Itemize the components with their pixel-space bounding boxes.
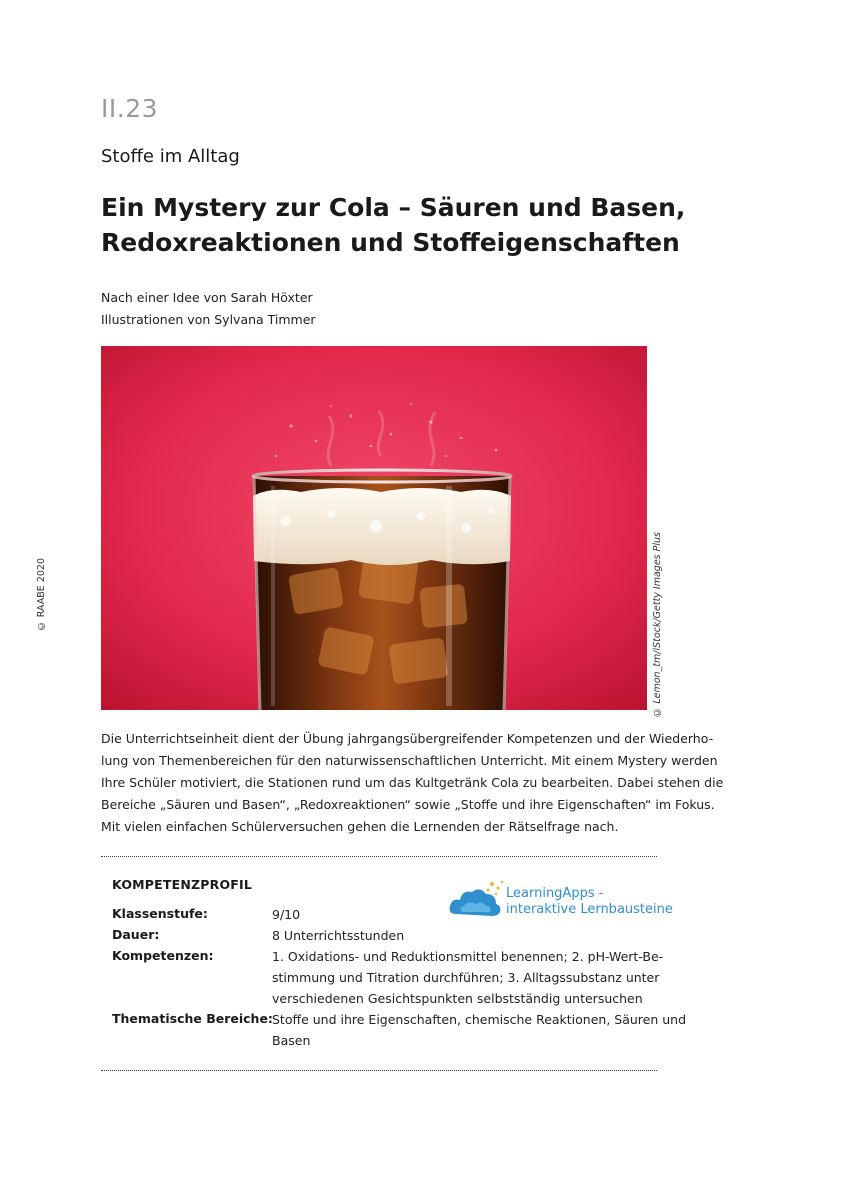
value-line: Stoffe und ihre Eigenschaften, chemische Reaktionen, Säuren und [272,1012,687,1027]
cola-glass-illustration [101,346,647,710]
page-title [101,190,701,260]
value-line: stimmung und Titration durchführen; 3. Alltagssubstanz unter [272,970,660,985]
profile-heading: KOMPETENZPROFIL [112,877,253,892]
idea-credit: Nach einer Idee von Sarah Höxter [101,290,313,305]
cloud-icon [448,878,508,922]
value-line: 9/10 [272,907,301,922]
label-dauer: Dauer: [112,927,160,942]
value-line: 8 Unterrichtsstunden [272,928,405,943]
photo-credit: © Lemon_tm/iStock/Getty Images Plus [652,532,663,718]
section-code: II.23 [101,94,159,123]
intro-line: Die Unterrichtseinheit dient der Übung jahrgangsübergreifender Kompetenzen und der Wiederho- [101,731,714,746]
value-line: Basen [272,1033,311,1048]
value-thematische-bereiche [272,1009,686,1051]
intro-line: Mit vielen einfachen Schülerversuchen gehen die Lernenden der Rätselfrage nach. [101,819,619,834]
intro-line: Ihre Schüler motiviert, die Stationen rund um das Kultgetränk Cola zu bearbeiten. Dabei stehen die [101,775,724,790]
side-copyright: © RAABE 2020 [36,558,47,632]
label-kompetenzen: Kompetenzen: [112,948,214,963]
value-kompetenzen [272,946,663,1009]
value-line: 1. Oxidations- und Reduktionsmittel benennen; 2. pH-Wert-Be- [272,949,664,964]
divider-top [101,856,657,857]
section-subtitle: Stoffe im Alltag [101,146,240,167]
label-thematische-bereiche: Thematische Bereiche: [112,1011,273,1026]
value-dauer [272,925,404,946]
intro-line: lung von Themenbereichen für den naturwissenschaftlichen Unterricht. Mit einem Mystery werden [101,753,718,768]
value-line: verschiedenen Gesichtspunkten selbstständig untersuchen [272,991,643,1006]
cola-glass-photo [101,346,647,710]
title-line-2: Redoxreaktionen und Stoffeigenschaften [101,228,680,257]
learningapps-line-1: LearningApps - [506,886,604,901]
learningapps-line-2: interaktive Lernbausteine [506,902,673,917]
divider-bottom [101,1070,657,1071]
value-klassenstufe [272,904,300,925]
intro-line: Bereiche „Säuren und Basen“, „Redoxreaktionen“ sowie „Stoffe und ihre Eigenschaften“ im Fokus. [101,797,715,812]
illustration-credit: Illustrationen von Sylvana Timmer [101,312,316,327]
label-klassenstufe: Klassenstufe: [112,906,208,921]
title-line-1: Ein Mystery zur Cola – Säuren und Basen, [101,193,686,222]
learningapps-text[interactable] [506,886,673,918]
intro-paragraph [101,728,724,838]
author-credits [101,287,316,331]
